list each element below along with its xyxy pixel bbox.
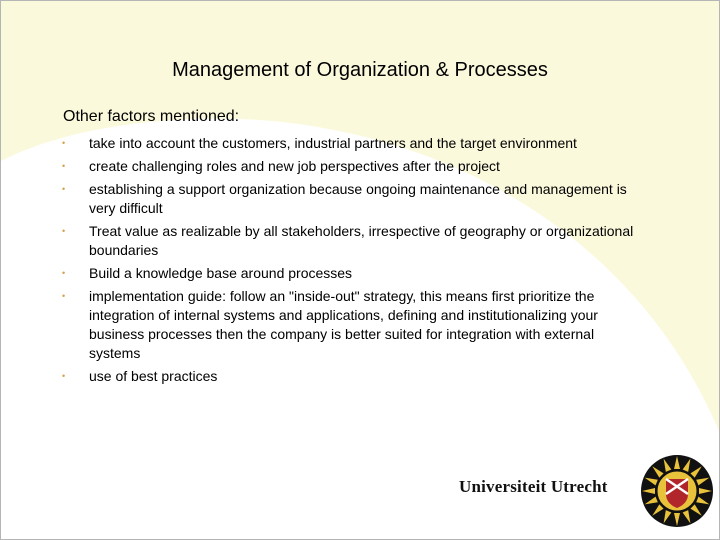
bullet-item bbox=[59, 367, 639, 386]
bullet-list bbox=[59, 134, 639, 390]
bullet-text: implementation guide: follow an "inside-out" strategy, this means first prioritize the integration of internal systems and applications, defining and institutionalizing your business processes then the company is better suited for integration with external systems bbox=[89, 288, 598, 361]
bullet-item bbox=[59, 134, 639, 153]
university-logo bbox=[459, 477, 608, 497]
bullet-icon: • bbox=[62, 226, 66, 236]
slide-subtitle: Other factors mentioned: bbox=[63, 108, 240, 125]
bullet-icon: • bbox=[62, 371, 66, 381]
bullet-item bbox=[59, 157, 639, 176]
bullet-icon: • bbox=[62, 138, 66, 148]
bullet-icon: • bbox=[62, 161, 66, 171]
bullet-icon: • bbox=[62, 184, 66, 194]
bullet-item bbox=[59, 180, 639, 218]
bullet-icon: • bbox=[62, 268, 66, 278]
bullet-item bbox=[59, 222, 639, 260]
bullet-text: establishing a support organization because ongoing maintenance and management is very difficult bbox=[89, 181, 627, 216]
bullet-text: use of best practices bbox=[89, 368, 218, 384]
bullet-item bbox=[59, 264, 639, 283]
bullet-item bbox=[59, 287, 639, 363]
slide-title: Management of Organization & Processes bbox=[172, 59, 548, 81]
bullet-icon: • bbox=[62, 291, 66, 301]
bullet-text: create challenging roles and new job perspectives after the project bbox=[89, 158, 500, 174]
bullet-text: Treat value as realizable by all stakeholders, irrespective of geography or organizational boundaries bbox=[89, 223, 634, 258]
bullet-text: take into account the customers, industrial partners and the target environment bbox=[89, 135, 577, 151]
bullet-text: Build a knowledge base around processes bbox=[89, 265, 353, 281]
university-seal-icon bbox=[639, 453, 715, 529]
university-wordmark: Universiteit Utrecht bbox=[459, 477, 608, 496]
